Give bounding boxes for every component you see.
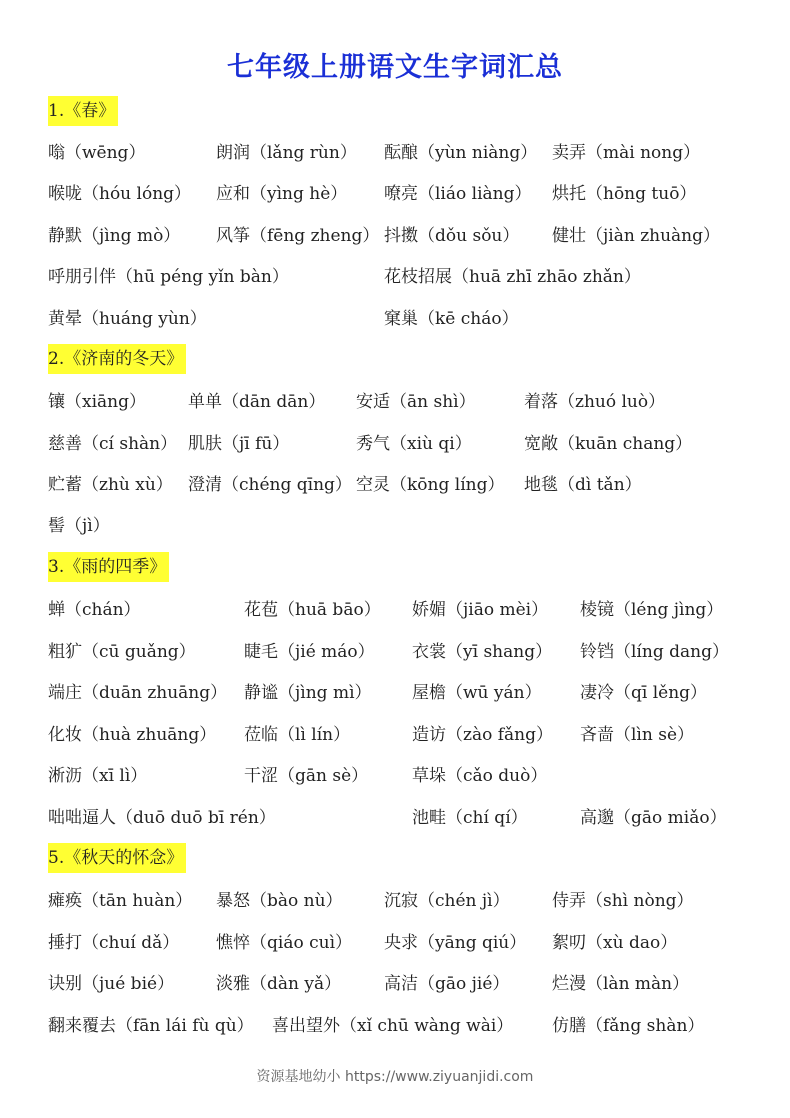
word-item: 仿膳（fǎng shàn）	[552, 1016, 705, 1036]
word-item: 嗡（wēng）	[48, 143, 146, 163]
word-item: 单单（dān dān）	[188, 392, 326, 412]
word-item: 秀气（xiù qi）	[356, 434, 472, 454]
word-item: 着落（zhuó luò）	[524, 392, 666, 412]
word-item: 睫毛（jié máo）	[244, 642, 375, 662]
word-item: 蝉（chán）	[48, 600, 141, 620]
word-item: 憔悴（qiáo cuì）	[216, 933, 352, 953]
section-heading-5: 5.《秋天的怀念》	[48, 843, 186, 873]
word-item: 翻来覆去（fān lái fù qù）	[48, 1016, 254, 1036]
word-item: 莅临（lì lín）	[244, 725, 351, 745]
word-item: 朗润（lǎng rùn）	[216, 143, 357, 163]
word-item: 淡雅（dàn yǎ）	[216, 974, 342, 994]
word-item: 絮叨（xù dao）	[552, 933, 678, 953]
word-item: 吝啬（lìn sè）	[580, 725, 695, 745]
word-item: 捶打（chuí dǎ）	[48, 933, 180, 953]
word-item: 铃铛（líng dang）	[580, 642, 729, 662]
word-item: 粗犷（cū guǎng）	[48, 642, 196, 662]
word-item: 应和（yìng hè）	[216, 184, 348, 204]
word-item: 池畦（chí qí）	[412, 808, 528, 828]
word-item: 烂漫（làn màn）	[552, 974, 690, 994]
word-item: 贮蓄（zhù xù）	[48, 475, 173, 495]
word-item: 咄咄逼人（duō duō bī rén）	[48, 808, 276, 828]
word-item: 空灵（kōng líng）	[356, 475, 505, 495]
word-item: 央求（yāng qiú）	[384, 933, 527, 953]
word-item: 高邈（gāo miǎo）	[580, 808, 727, 828]
word-item: 屋檐（wū yán）	[412, 683, 542, 703]
word-item: 棱镜（léng jìng）	[580, 600, 724, 620]
word-item: 澄清（chéng qīng）	[188, 475, 352, 495]
word-item: 沉寂（chén jì）	[384, 891, 510, 911]
word-item: 侍弄（shì nòng）	[552, 891, 694, 911]
word-item: 镶（xiāng）	[48, 392, 146, 412]
section-heading-3: 3.《雨的四季》	[48, 552, 169, 582]
word-item: 慈善（cí shàn）	[48, 434, 178, 454]
word-item: 卖弄（mài nong）	[552, 143, 701, 163]
word-item: 嘹亮（liáo liàng）	[384, 184, 532, 204]
word-item: 娇媚（jiāo mèi）	[412, 600, 549, 620]
word-item: 呼朋引伴（hū péng yǐn bàn）	[48, 267, 289, 287]
word-item: 高洁（gāo jié）	[384, 974, 510, 994]
word-item: 暴怒（bào nù）	[216, 891, 343, 911]
word-item: 酝酿（yùn niàng）	[384, 143, 538, 163]
word-item: 风筝（fēng zheng）	[216, 226, 380, 246]
word-item: 造访（zào fǎng）	[412, 725, 553, 745]
word-item: 黄晕（huáng yùn）	[48, 309, 207, 329]
word-item: 地毯（dì tǎn）	[524, 475, 642, 495]
word-item: 花枝招展（huā zhī zhāo zhǎn）	[384, 267, 641, 287]
word-item: 草垛（cǎo duò）	[412, 766, 548, 786]
section-heading-2: 2.《济南的冬天》	[48, 344, 186, 374]
word-item: 淅沥（xī lì）	[48, 766, 148, 786]
word-item: 宽敞（kuān chang）	[524, 434, 693, 454]
page-title: 七年级上册语文生字词汇总	[227, 52, 563, 83]
word-item: 健壮（jiàn zhuàng）	[552, 226, 721, 246]
word-item: 诀别（jué bié）	[48, 974, 175, 994]
word-item: 喉咙（hóu lóng）	[48, 184, 192, 204]
word-item: 化妆（huà zhuāng）	[48, 725, 217, 745]
word-item: 瘫痪（tān huàn）	[48, 891, 193, 911]
word-item: 凄冷（qī lěng）	[580, 683, 708, 703]
word-item: 喜出望外（xǐ chū wàng wài）	[272, 1016, 514, 1036]
footer-watermark: 资源基地幼小 https://www.ziyuanjidi.com	[256, 1069, 534, 1085]
word-item: 花苞（huā bāo）	[244, 600, 381, 620]
word-item: 衣裳（yī shang）	[412, 642, 553, 662]
word-item: 髻（jì）	[48, 516, 110, 536]
section-heading-1: 1.《春》	[48, 96, 118, 126]
word-item: 端庄（duān zhuāng）	[48, 683, 228, 703]
word-item: 窠巢（kē cháo）	[384, 309, 519, 329]
word-item: 安适（ān shì）	[356, 392, 476, 412]
word-item: 干涩（gān sè）	[244, 766, 369, 786]
word-item: 静谧（jìng mì）	[244, 683, 372, 703]
word-item: 静默（jìng mò）	[48, 226, 181, 246]
word-item: 烘托（hōng tuō）	[552, 184, 697, 204]
word-item: 肌肤（jī fū）	[188, 434, 290, 454]
word-item: 抖擞（dǒu sǒu）	[384, 226, 520, 246]
